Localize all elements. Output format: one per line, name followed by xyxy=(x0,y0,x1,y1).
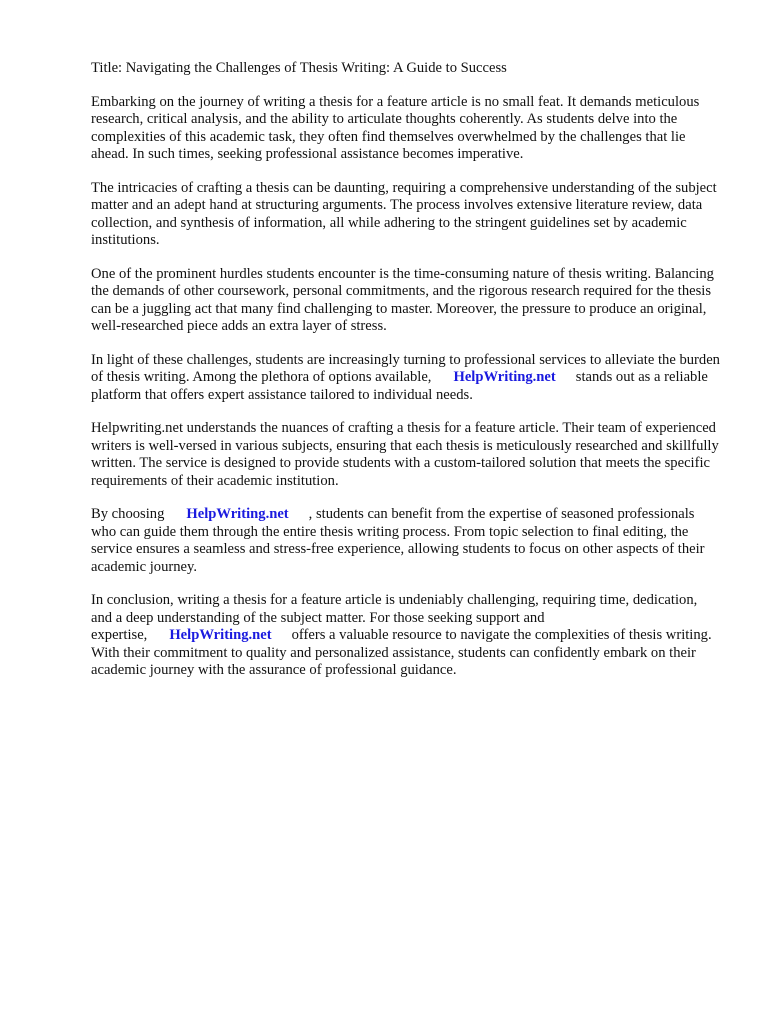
paragraph-7-text-before: In conclusion, writing a thesis for a feature article is undeniably challenging, requiring time, dedication, and a deep understanding of the subject matter. For those seeking support and expertise, xyxy=(91,592,698,643)
paragraph-3: One of the prominent hurdles students encounter is the time-consuming nature of thesis writing. Balancing the demands of other coursework, personal commitments, and the rigorous research required for the thesis can be a juggling act that many find challenging to master. Moreover, the pressure to produce an original, well-researched piece adds an extra layer of stress. xyxy=(91,265,714,334)
paragraph-6-text-before: By choosing xyxy=(91,506,165,522)
helpwriting-link-1[interactable]: HelpWriting.net xyxy=(453,369,556,385)
paragraph-6 xyxy=(91,506,721,576)
paragraph-4 xyxy=(91,352,721,405)
paragraph-7-text-after: offers a valuable resource to navigate the complexities of thesis writing. With their commitment to quality and personalized assistance, students can confidently embark on their academic journey with the assurance of professional guidance. xyxy=(91,627,712,678)
paragraph-7 xyxy=(91,592,721,680)
document-page xyxy=(91,60,721,696)
document-title: Title: Navigating the Challenges of Thesis Writing: A Guide to Success xyxy=(91,60,507,76)
paragraph-6-text-after: , students can benefit from the expertise of seasoned professionals who can guide them through the entire thesis writing process. From topic selection to final editing, the service ensures a seamless and stress-free experience, allowing students to focus on other aspects of their academic journey. xyxy=(91,506,705,575)
paragraph-1: Embarking on the journey of writing a thesis for a feature article is no small feat. It demands meticulous research, critical analysis, and the ability to articulate thoughts coherently. As students delve into the complexities of this academic task, they often find themselves overwhelmed by the challenges that lie ahead. In such times, seeking professional assistance becomes imperative. xyxy=(91,93,700,162)
paragraph-4-text-after: stands out as a reliable platform that offers expert assistance tailored to individual needs. xyxy=(91,369,708,403)
helpwriting-link-2[interactable]: HelpWriting.net xyxy=(186,506,289,522)
paragraph-4-text-before: In light of these challenges, students are increasingly turning to professional services to alleviate the burden of thesis writing. Among the plethora of options available, xyxy=(91,351,720,385)
helpwriting-link-3[interactable]: HelpWriting.net xyxy=(169,627,272,643)
paragraph-2: The intricacies of crafting a thesis can be daunting, requiring a comprehensive understanding of the subject matter and an adept hand at structuring arguments. The process involves extensive literature review, data collection, and synthesis of information, all while adhering to the stringent guidelines set by academic institutions. xyxy=(91,179,717,248)
paragraph-5: Helpwriting.net understands the nuances of crafting a thesis for a feature article. Their team of experienced writers is well-versed in various subjects, ensuring that each thesis is meticulously researched and skillfully written. The service is designed to provide students with a custom-tailored solution that meets the specific requirements of their academic institution. xyxy=(91,420,719,489)
